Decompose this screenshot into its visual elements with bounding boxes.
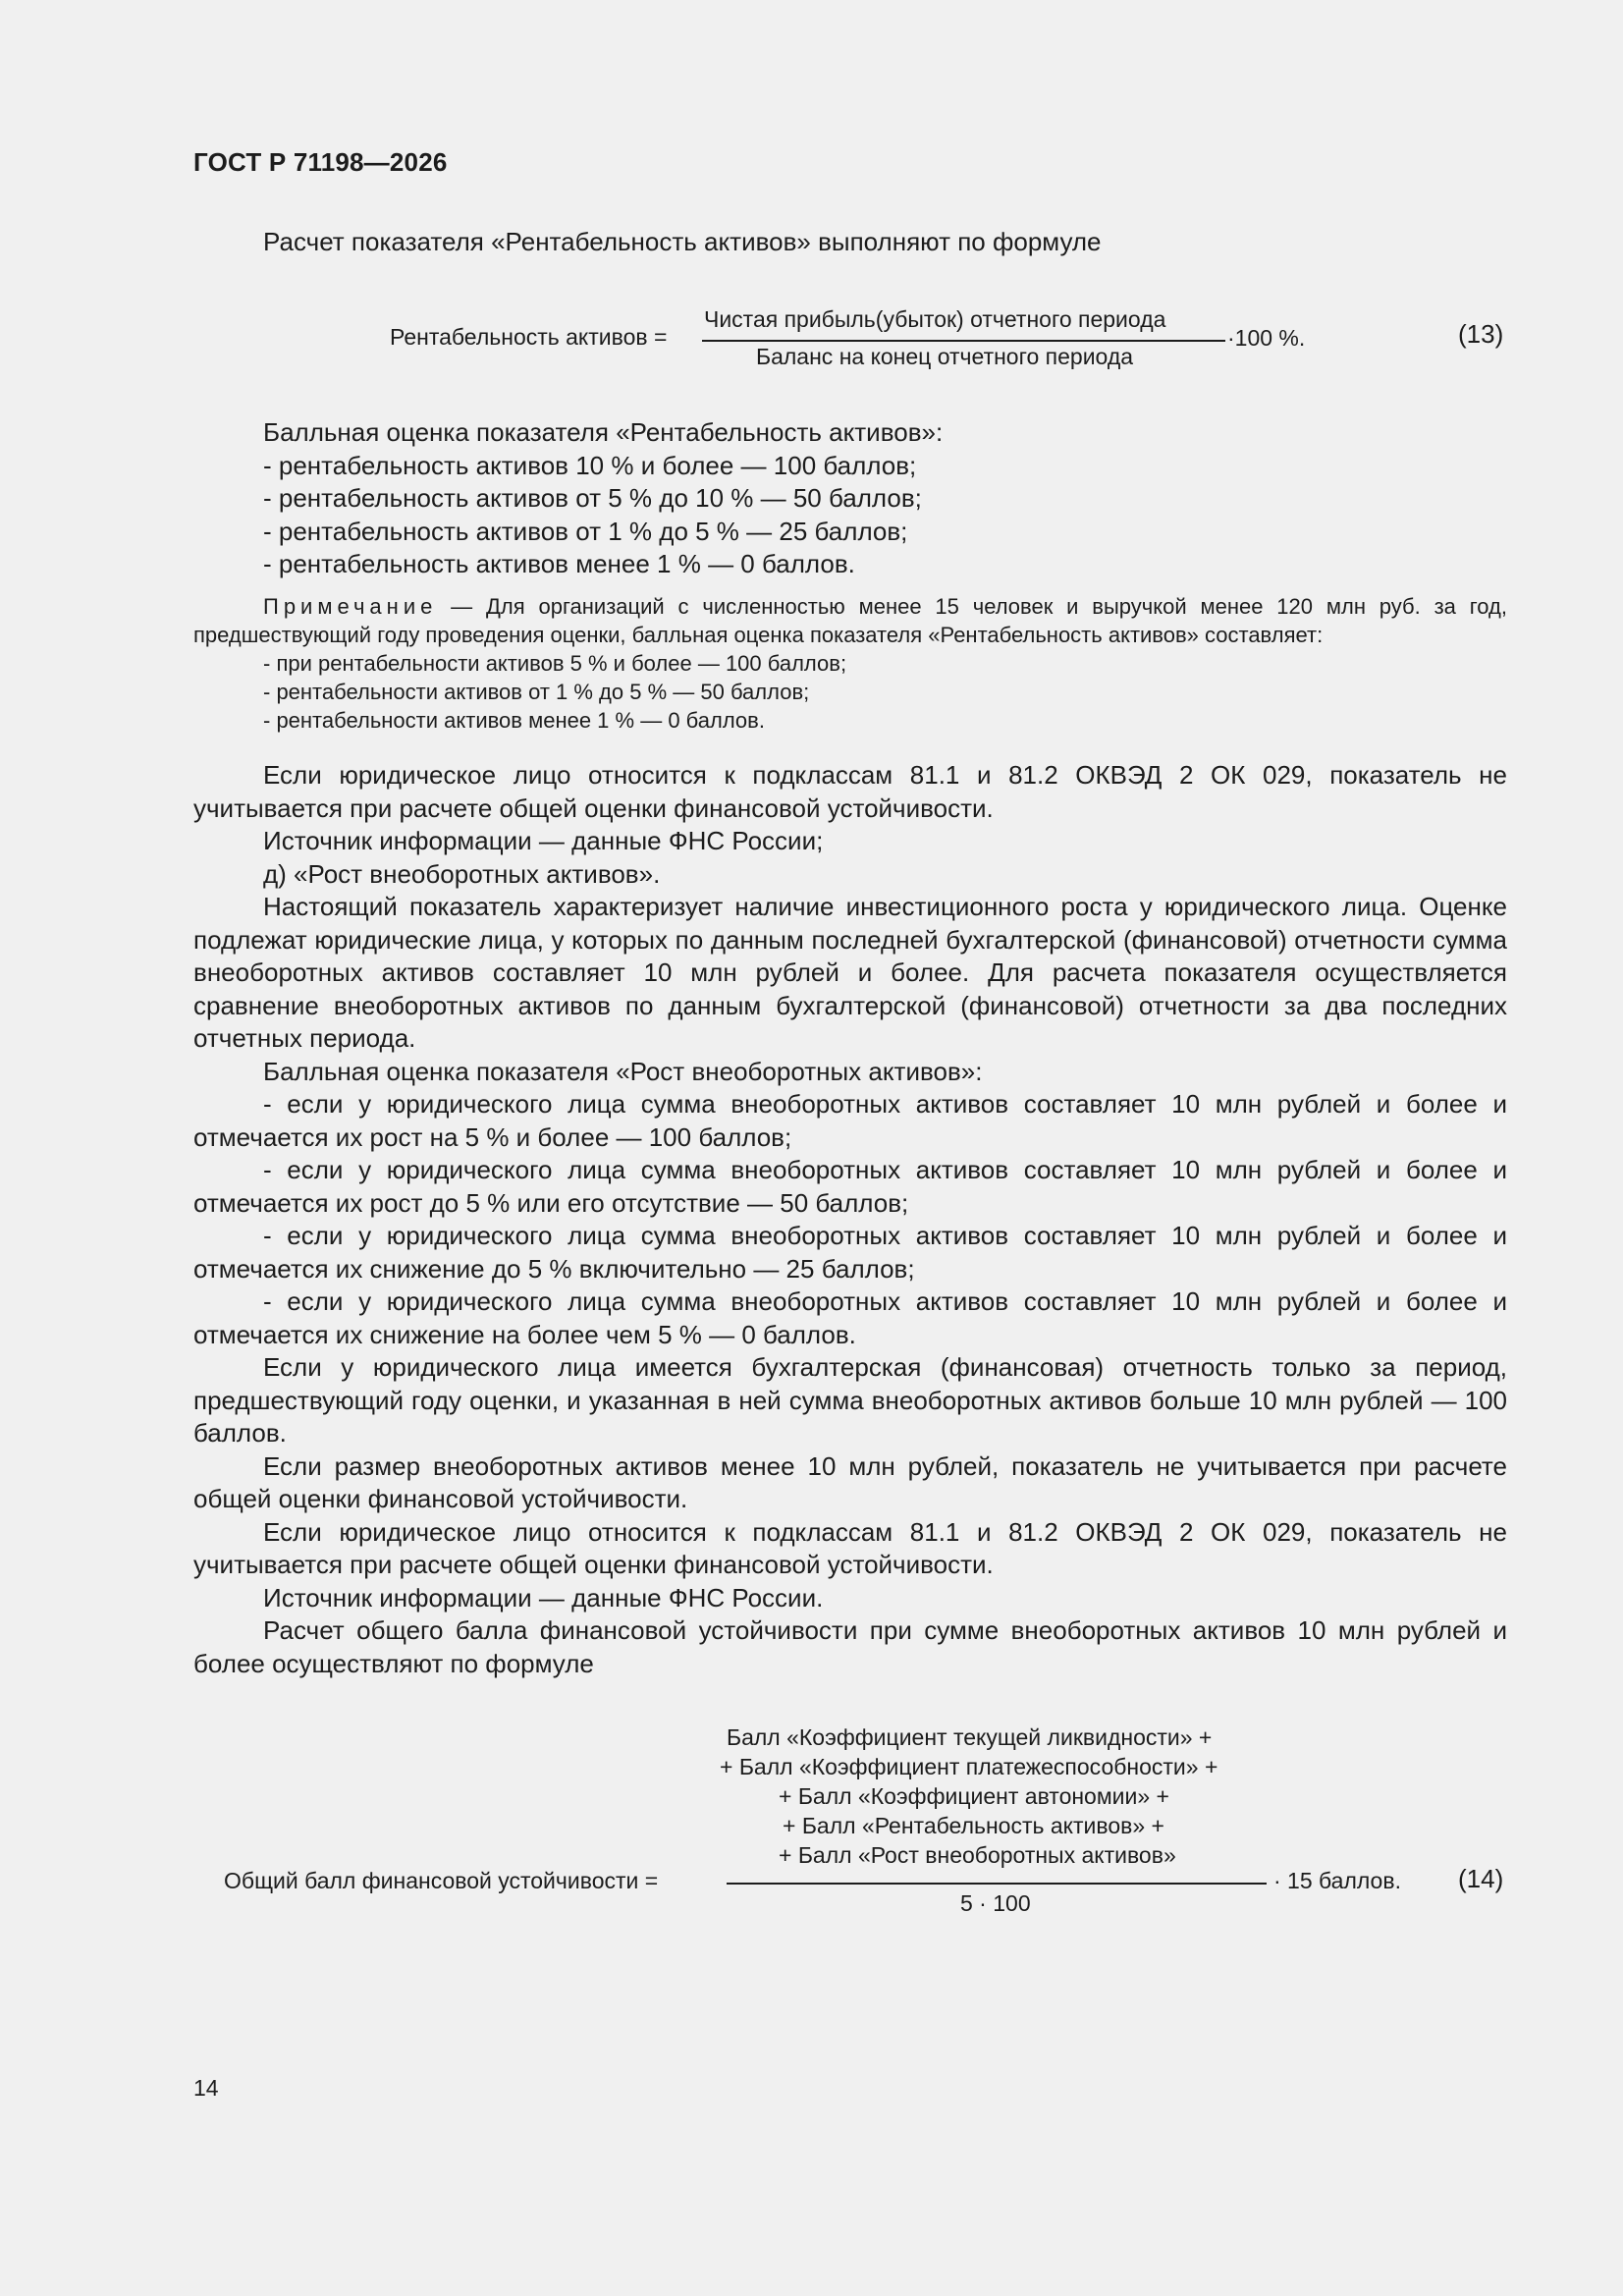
note-text: — Для организаций с численностью менее 15 человек и выручкой менее 120 млн руб. за год, предшествующий году проведения оценки, балльная оценка показателя «Рентабельность активов» составляет: xyxy=(193,594,1507,647)
formula-14-fraction-line xyxy=(727,1883,1267,1885)
formula-13-numerator: Чистая прибыль(убыток) отчетного периода xyxy=(704,306,1166,332)
scoring-item: - рентабельность активов 10 % и более — 100 баллов; xyxy=(263,450,917,480)
formula-14-numerator-line: + Балл «Рост внеоборотных активов» xyxy=(779,1842,1176,1868)
note-paragraph xyxy=(193,592,1507,649)
body-paragraph: Источник информации — данные ФНС России. xyxy=(263,1582,824,1613)
body-paragraph: Балльная оценка показателя «Рост внеоборотных активов»: xyxy=(263,1056,983,1086)
body-list-item: - если у юридического лица сумма внеоборотных активов составляет 10 млн рублей и более и отмечается их снижение до 5 % включительно — 25 баллов; xyxy=(193,1221,1507,1284)
formula-14-numerator-line: + Балл «Рентабельность активов» + xyxy=(783,1813,1164,1838)
formula-13-factor: ·100 %. xyxy=(1227,325,1306,351)
formula-13-number: (13) xyxy=(1458,319,1504,349)
intro-paragraph xyxy=(193,226,1507,259)
body-paragraph: Расчет общего балла финансовой устойчивости при сумме внеоборотных активов 10 млн рублей и более осуществляют по формуле xyxy=(193,1615,1507,1678)
body-paragraph: Если юридическое лицо относится к подклассам 81.1 и 81.2 ОКВЭД 2 ОК 029, показатель не учитывается при расчете общей оценки финансовой устойчивости. xyxy=(193,760,1507,823)
document-header: ГОСТ Р 71198—2026 xyxy=(193,147,448,177)
formula-13-denominator: Баланс на конец отчетного периода xyxy=(756,344,1134,369)
formula-13-fraction-line xyxy=(702,340,1225,342)
body-list-item: - если у юридического лица сумма внеоборотных активов составляет 10 млн рублей и более и отмечается их рост на 5 % и более — 100 баллов; xyxy=(193,1089,1507,1152)
body-paragraph: Если размер внеоборотных активов менее 10 млн рублей, показатель не учитывается при расчете общей оценки финансовой устойчивости. xyxy=(193,1450,1507,1513)
scoring-title: Балльная оценка показателя «Рентабельность активов»: xyxy=(263,417,944,447)
formula-14-numerator-line: Балл «Коэффициент текущей ликвидности» + xyxy=(727,1724,1213,1750)
formula-14-factor: · 15 баллов. xyxy=(1273,1868,1401,1893)
note-item: - рентабельности активов менее 1 % — 0 баллов. xyxy=(263,708,765,733)
formula-14-denominator: 5 · 100 xyxy=(960,1890,1031,1916)
body-paragraph: д) «Рост внеоборотных активов». xyxy=(263,858,661,889)
formula-13-lhs: Рентабельность активов = xyxy=(390,324,668,350)
body-paragraph: Если юридическое лицо относится к подклассам 81.1 и 81.2 ОКВЭД 2 ОК 029, показатель не учитывается при расчете общей оценки финансовой устойчивости. xyxy=(193,1516,1507,1579)
formula-14-numerator-line: + Балл «Коэффициент автономии» + xyxy=(779,1783,1169,1809)
body-paragraph: Если у юридического лица имеется бухгалтерская (финансовая) отчетность только за период, предшествующий году оценки, и указанная в ней сумма внеоборотных активов больше 10 млн рублей — 100 баллов. xyxy=(193,1352,1507,1448)
formula-14-numerator-line: + Балл «Коэффициент платежеспособности» + xyxy=(720,1754,1218,1779)
scoring-item: - рентабельность активов от 1 % до 5 % — 25 баллов; xyxy=(263,516,908,546)
formula-14-number: (14) xyxy=(1458,1864,1504,1893)
body-list-item: - если у юридического лица сумма внеоборотных активов составляет 10 млн рублей и более и отмечается их рост до 5 % или его отсутствие — 50 баллов; xyxy=(193,1155,1507,1218)
scoring-item: - рентабельность активов менее 1 % — 0 баллов. xyxy=(263,549,855,578)
body-paragraph: Источник информации — данные ФНС России; xyxy=(263,826,824,855)
body-list-item: - если у юридического лица сумма внеоборотных активов составляет 10 млн рублей и более и отмечается их снижение на более чем 5 % — 0 баллов. xyxy=(193,1286,1507,1349)
page-number: 14 xyxy=(193,2075,219,2101)
body-paragraph: Настоящий показатель характеризует наличие инвестиционного роста у юридического лица. Оценке подлежат юридические лица, у которых по данным последней бухгалтерской (финансовой) отчетности сумма внеоборотных активов составляет 10 млн рублей и более. Для расчета показателя осуществляется сравнение внеоборотных активов по данным бухгалтерской (финансовой) отчетности за два последних отчетных периода. xyxy=(193,892,1507,1053)
note-item: - при рентабельности активов 5 % и более — 100 баллов; xyxy=(263,651,847,676)
scoring-block xyxy=(193,416,1507,581)
formula-14-lhs: Общий балл финансовой устойчивости = xyxy=(224,1868,659,1893)
main-body xyxy=(193,759,1507,1680)
note-label: Примечание xyxy=(263,594,438,619)
note-block xyxy=(193,592,1507,735)
scoring-item: - рентабельность активов от 5 % до 10 % — 50 баллов; xyxy=(263,483,922,513)
note-item: - рентабельности активов от 1 % до 5 % — 50 баллов; xyxy=(263,680,810,704)
intro-text: Расчет показателя «Рентабельность активов» выполняют по формуле xyxy=(263,227,1102,256)
